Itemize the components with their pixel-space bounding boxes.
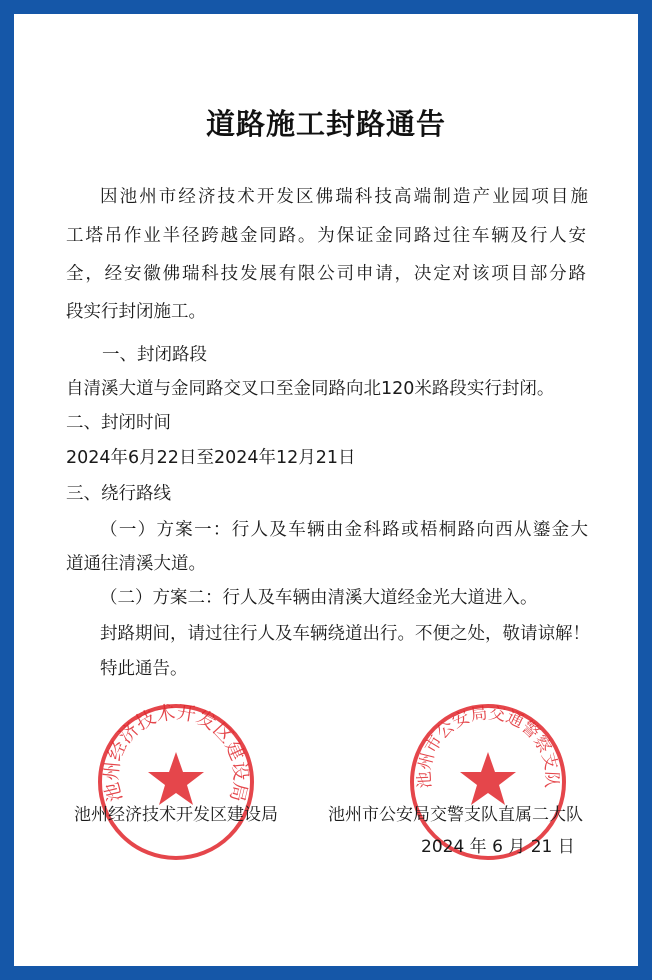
notice-title: 道路施工封路通告	[205, 107, 446, 141]
plan1-line-2: 道通往清溪大道。	[66, 554, 206, 574]
section1-heading: 一、封闭路段	[102, 345, 207, 365]
section2-text: 2024年6月22日至2024年12月21日	[66, 448, 356, 468]
intro-line-4: 段实行封闭施工。	[66, 302, 206, 322]
plan1-line-1: （一）方案一：行人及车辆由金科路或梧桐路向西从鎏金大	[100, 520, 588, 540]
section2-heading: 二、封闭时间	[66, 413, 171, 433]
left-official-seal	[94, 700, 258, 864]
intro-line-2: 工塔吊作业半径跨越金同路。为保证金同路过往车辆及行人安	[66, 226, 586, 246]
plan2-line: （二）方案二：行人及车辆由清溪大道经金光大道进入。	[100, 588, 538, 608]
closing-line-2: 特此通告。	[100, 659, 188, 679]
intro-line-1: 因池州市经济技术开发区佛瑞科技高端制造产业园项目施	[100, 187, 588, 207]
section1-text: 自清溪大道与金同路交叉口至金同路向北120米路段实行封闭。	[66, 379, 555, 399]
signature-date: 2024 年 6 月 21 日	[421, 837, 575, 857]
right-signature: 池州市公安局交警支队直属二大队	[328, 805, 583, 825]
right-seal-star-icon	[460, 752, 516, 805]
left-seal-text: 池州经济技术开发区建设局	[100, 701, 252, 804]
left-signature: 池州经济技术开发区建设局	[74, 805, 278, 825]
section3-heading: 三、绕行路线	[66, 484, 171, 504]
left-seal-star-icon	[148, 752, 204, 805]
right-seal-text: 池州市公安局交通警察支队	[414, 703, 562, 789]
closing-line-1: 封路期间，请过往行人及车辆绕道出行。不便之处，敬请谅解！	[100, 624, 590, 644]
intro-line-3: 全，经安徽佛瑞科技发展有限公司申请，决定对该项目部分路	[66, 264, 586, 284]
